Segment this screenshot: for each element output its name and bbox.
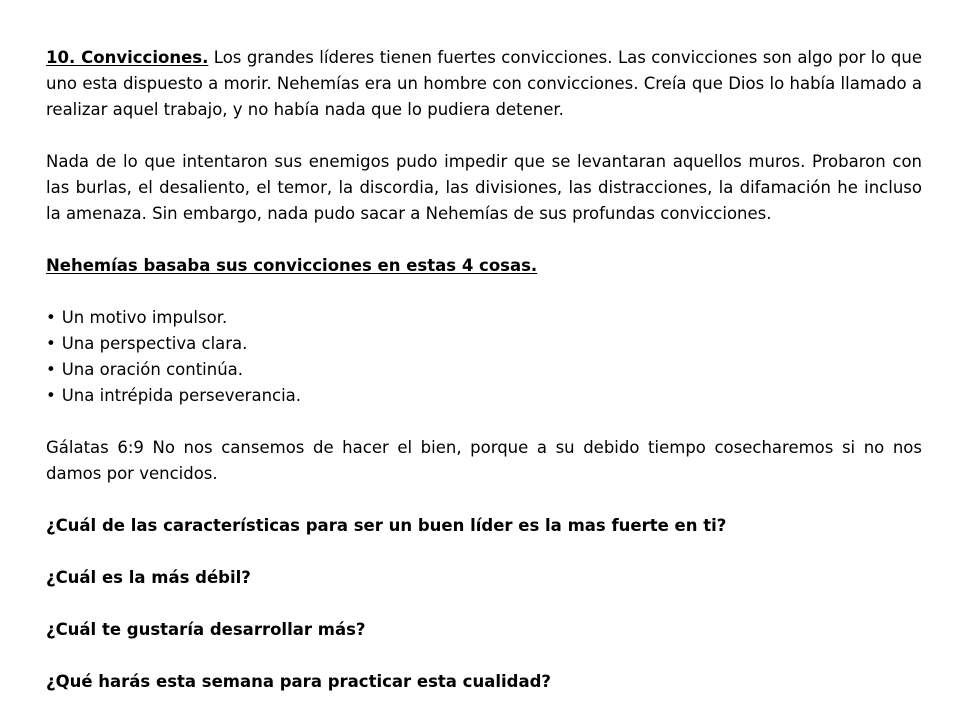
- question-practice: ¿Qué harás esta semana para practicar esta cualidad?: [46, 672, 551, 691]
- enemies-paragraph: Nada de lo que intentaron sus enemigos pudo impedir que se levantaran aquellos muros. Probaron con las burlas, el desaliento, el temor, la discordia, las divisiones, las distracciones, la difamación he incluso la amenaza. Sin embargo, nada pudo sacar a Nehemías de sus profundas convicciones.: [46, 152, 922, 223]
- list-item-text: Una perspectiva clara.: [61, 334, 248, 353]
- intro-text: Los grandes líderes tienen fuertes convicciones. Las convicciones son algo por lo que uno esta dispuesto a morir. Nehemías era un hombre con convicciones. Creía que Dios lo había llamado a realizar aquel trabajo, y no había nada que lo pudiera detener.: [46, 48, 923, 119]
- list-item: [46, 331, 922, 357]
- document-page: [46, 45, 922, 695]
- list-item-text: Una intrépida perseverancia.: [61, 386, 302, 405]
- list-item: [46, 305, 922, 331]
- bullet-icon: •: [46, 386, 56, 405]
- question-develop: ¿Cuál te gustaría desarrollar más?: [46, 620, 366, 639]
- convictions-list: [46, 305, 922, 409]
- bullet-icon: •: [46, 360, 56, 379]
- list-item: [46, 357, 922, 383]
- question-weakest: ¿Cuál es la más débil?: [46, 568, 251, 587]
- bullet-icon: •: [46, 334, 56, 353]
- question-strongest: ¿Cuál de las características para ser un buen líder es la mas fuerte en ti?: [46, 516, 727, 535]
- list-item-text: Un motivo impulsor.: [61, 308, 228, 327]
- list-heading: Nehemías basaba sus convicciones en estas 4 cosas.: [46, 256, 538, 275]
- section-title: 10. Convicciones.: [46, 48, 209, 67]
- list-item-text: Una oración continúa.: [61, 360, 244, 379]
- verse-paragraph: Gálatas 6:9 No nos cansemos de hacer el bien, porque a su debido tiempo cosecharemos si no nos damos por vencidos.: [46, 438, 922, 483]
- intro-paragraph: [46, 45, 922, 123]
- list-item: [46, 383, 922, 409]
- bullet-icon: •: [46, 308, 56, 327]
